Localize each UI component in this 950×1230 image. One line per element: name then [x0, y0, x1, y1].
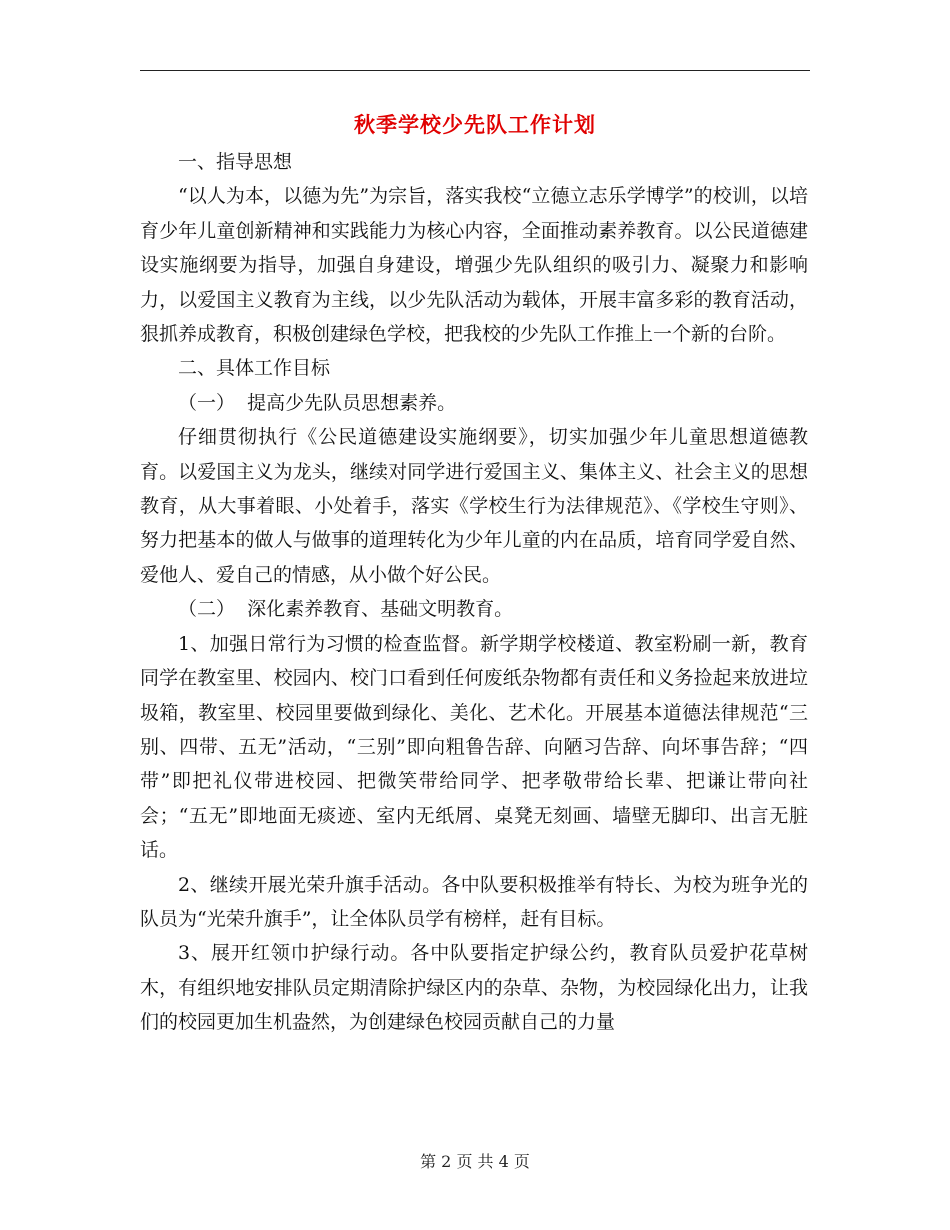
section-heading-work-goals: 二、具体工作目标: [178, 357, 331, 380]
paragraph-guiding-ideology: “以人为本，以德为先”为宗旨，落实我校“立德立志乐学博学”的校训，以培育少年儿童创新精神和实践能力为核心内容，全面推动素养教育。以公民道德建设实施纲要为指导，加强自身建设，增强少先队组织的吸引力、凝聚力和影响力，以爱国主义教育为主线，以少先队活动为载体，开展丰富多彩的教育活动，狠抓养成教育，积极创建绿色学校，把我校的少先队工作推上一个新的台阶。: [140, 185, 808, 346]
paragraph-moral-education: 仔细贯彻执行《公民道德建设实施纲要》，切实加强少年儿童思想道德教育。以爱国主义为龙头，继续对同学进行爱国主义、集体主义、社会主义的思想教育，从大事着眼、小处着手，落实《学校生行为法律规范》、《学校生守则》、努力把基本的做人与做事的道理转化为少年儿童的内在品质，培育同学爱自然、爱他人、爱自己的情感，从小做个好公民。: [140, 426, 808, 586]
paragraph-item-2-flag-raiser: 2、继续开展光荣升旗手活动。各中队要积极推举有特长、为校为班争光的队员为“光荣升旗手”，让全体队员学有榜样，赶有目标。: [140, 873, 808, 930]
subheading-ideological-quality: （一） 提高少先队员思想素养。: [178, 391, 457, 414]
header-rule: [140, 70, 810, 71]
section-heading-guiding-ideology: 一、指导思想: [178, 151, 293, 173]
page-footer: 第 2 页 共 4 页: [420, 1152, 530, 1171]
paragraph-item-1-daily-habits: 1、加强日常行为习惯的检查监督。新学期学校楼道、教室粉刷一新，教育同学在教室里、校园内、校门口看到任何废纸杂物都有责任和义务捡起来放进垃圾箱，教室里、校园里要做到绿化、美化、艺术化。开展基本道德法律规范“三别、四带、五无”活动，“三别”即向粗鲁告辞、向陋习告辞、向坏事告辞；“四带”即把礼仪带进校园、把微笑带给同学、把孝敬带给长辈、把谦让带向社会；“五无”即地面无痰迹、室内无纸屑、桌凳无刻画、墙壁无脚印、出言无脏话。: [140, 632, 808, 862]
subheading-civility-education: （二） 深化素养教育、基础文明教育。: [178, 598, 514, 621]
document-title: 秋季学校少先队工作计划: [354, 112, 596, 137]
paragraph-item-3-green-action: 3、展开红领巾护绿行动。各中队要指定护绿公约，教育队员爱护花草树木，有组织地安排队员定期清除护绿区内的杂草、杂物，为校园绿化出力，让我们的校园更加生机盎然，为创建绿色校园贡献自己的力量: [140, 942, 808, 1034]
document-body: [140, 145, 808, 1040]
